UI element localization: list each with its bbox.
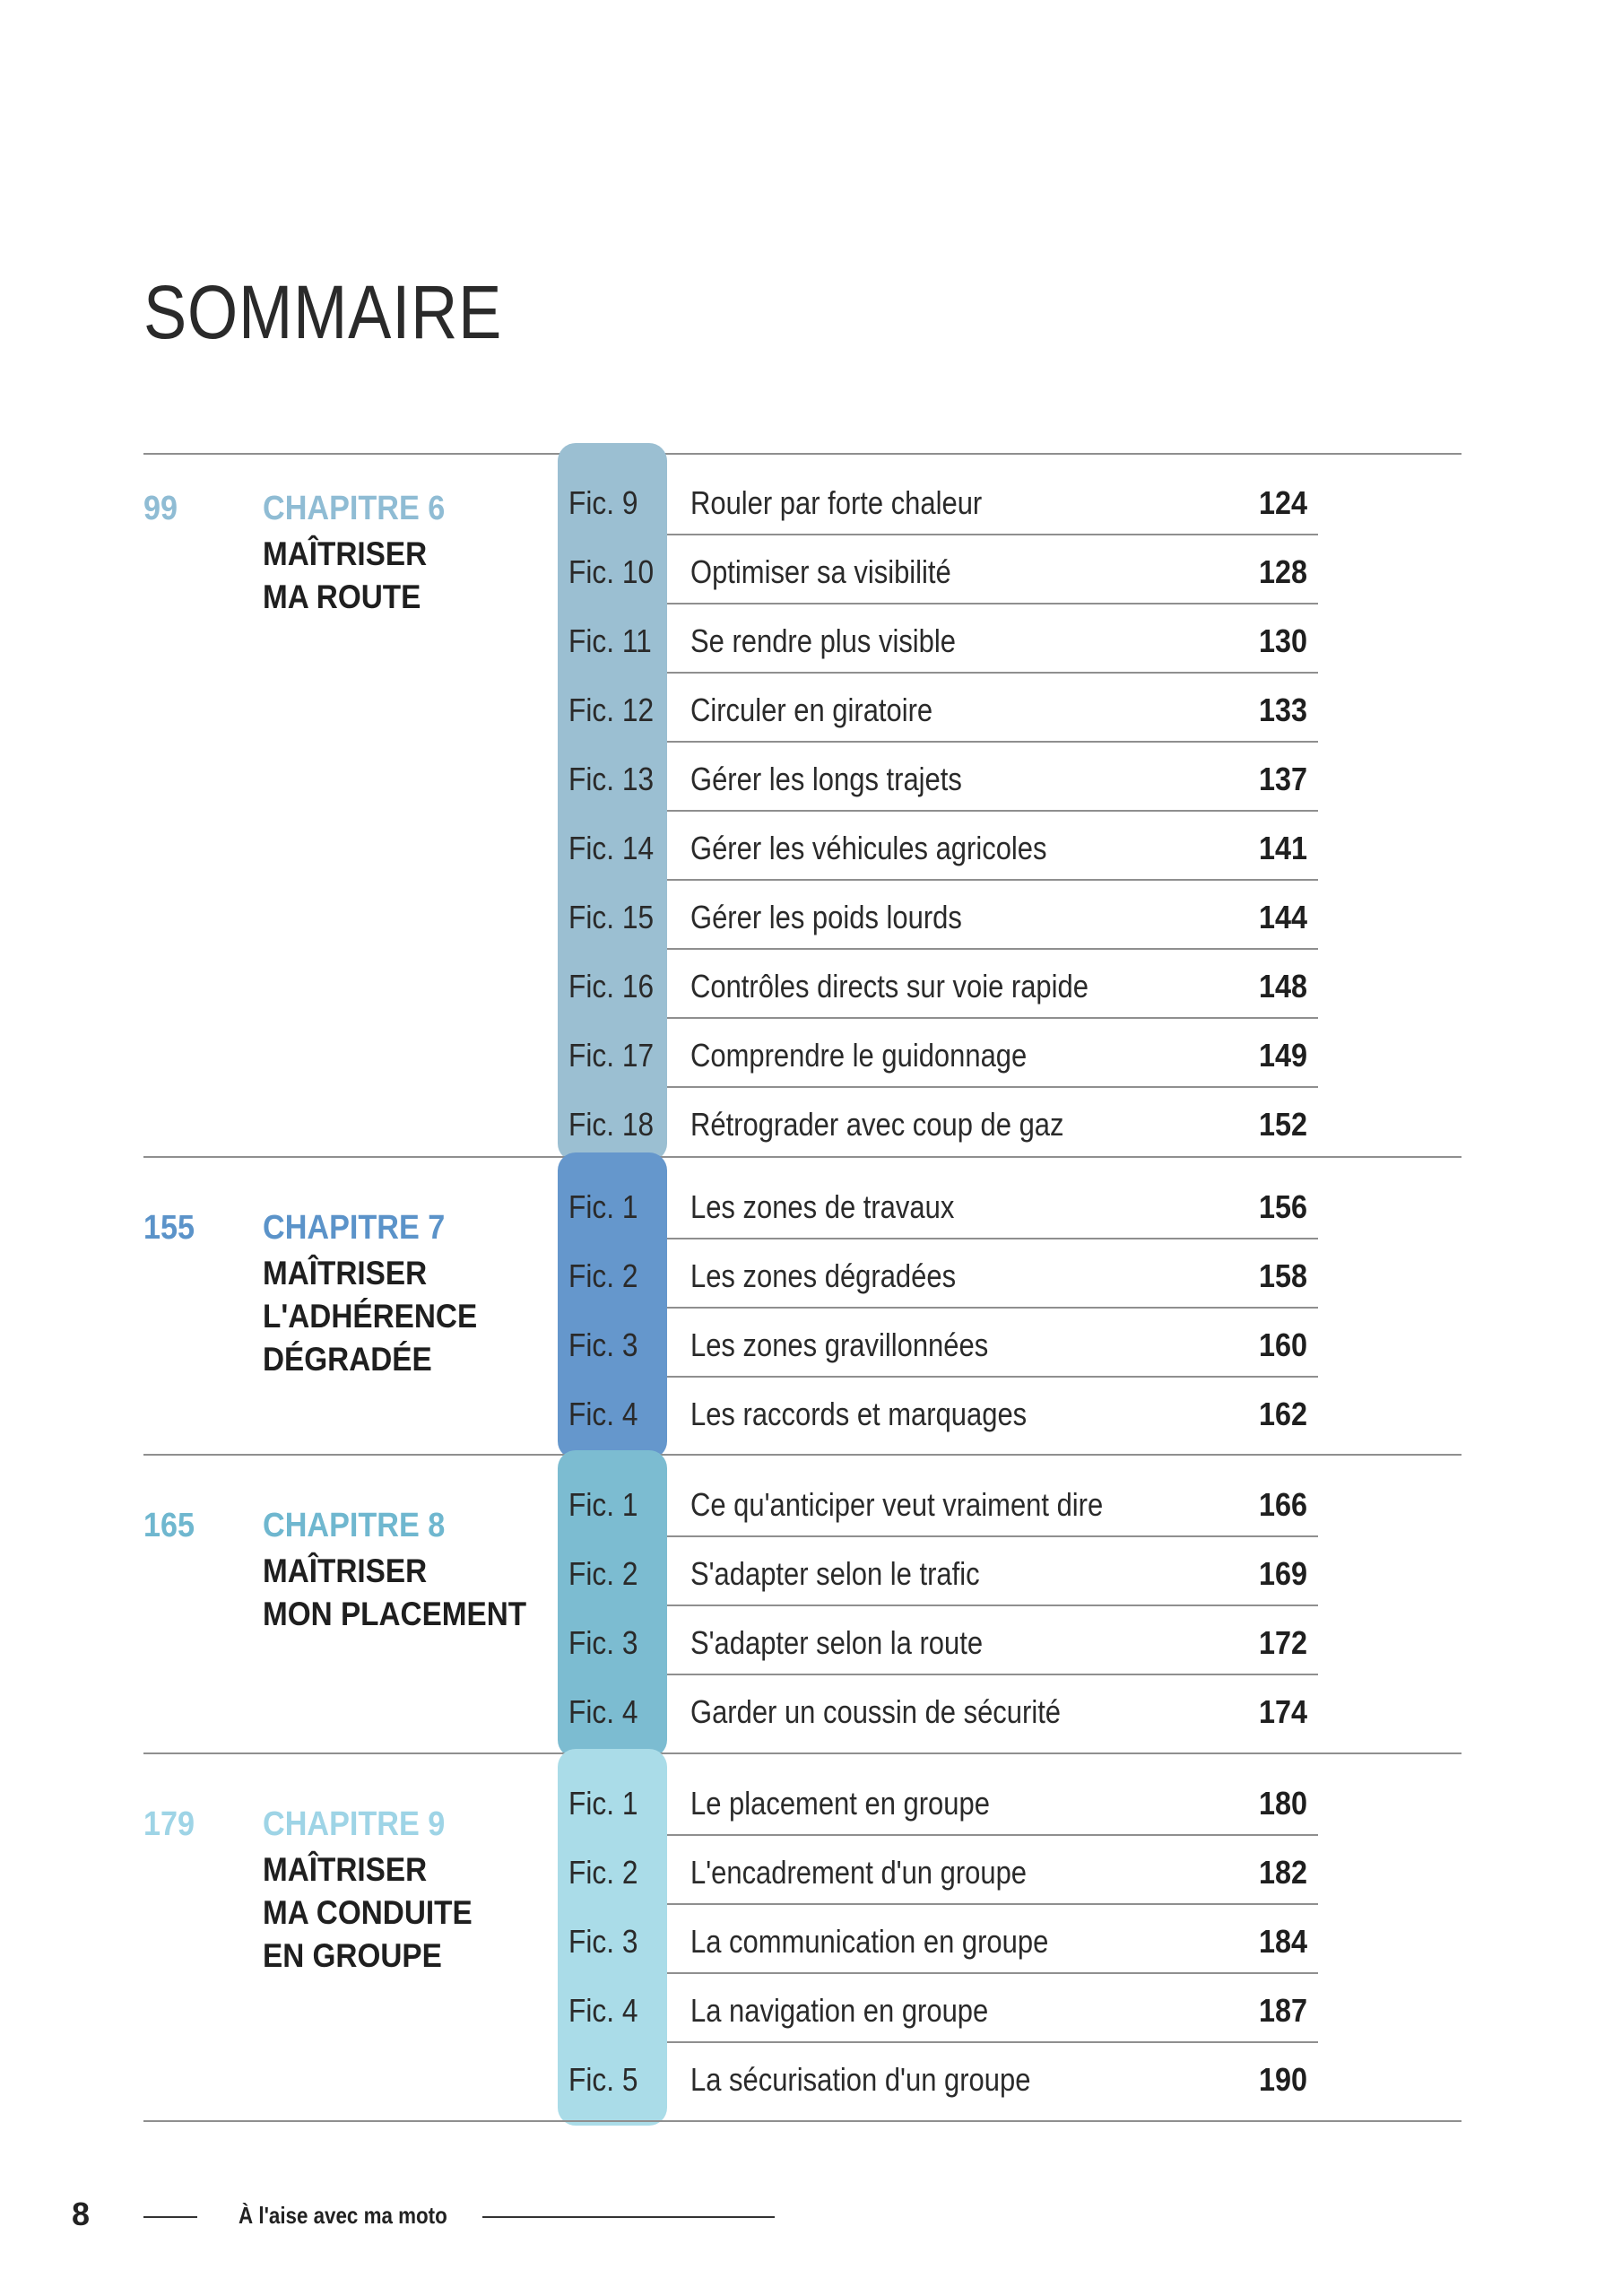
list-item[interactable]: [558, 1088, 1318, 1157]
fiche-title: Ce qu'anticiper veut vraiment dire: [690, 1486, 1104, 1523]
fiche-title: Circuler en giratoire: [690, 691, 933, 728]
fiche-title: Rouler par forte chaleur: [690, 484, 983, 521]
fiche-page: 187: [1258, 1992, 1307, 2029]
fiche-number: Fic. 3: [568, 1326, 638, 1363]
fiche-number: Fic. 2: [568, 1257, 638, 1294]
fiche-page: 172: [1258, 1624, 1307, 1661]
fiche-title: Garder un coussin de sécurité: [690, 1693, 1062, 1730]
footer-book-title: À l'aise avec ma moto: [239, 2202, 447, 2229]
fiche-list: [558, 1468, 1318, 1744]
fiche-page: 160: [1258, 1326, 1307, 1363]
list-item[interactable]: [558, 535, 1318, 604]
fiche-page: 152: [1258, 1106, 1307, 1143]
chapter-heading: [263, 1848, 473, 1978]
fiche-number: Fic. 4: [568, 1992, 638, 2029]
list-item[interactable]: [558, 604, 1318, 674]
chapter-start-page[interactable]: 155: [143, 1209, 195, 1247]
fiche-number: Fic. 1: [568, 1486, 638, 1523]
list-item[interactable]: [558, 1836, 1318, 1905]
fiche-title: Les zones dégradées: [690, 1257, 957, 1294]
fiche-number: Fic. 11: [568, 622, 652, 659]
fiche-page: 124: [1258, 484, 1307, 521]
list-item[interactable]: [558, 1767, 1318, 1836]
list-item[interactable]: [558, 2043, 1318, 2112]
chapter-block: [143, 1456, 1462, 1754]
footer-rule-right: [482, 2216, 775, 2218]
list-item[interactable]: [558, 743, 1318, 812]
fiche-title: Les zones de travaux: [690, 1188, 955, 1225]
chapter-heading-line: MAÎTRISER: [263, 535, 428, 572]
chapter-label: CHAPITRE 7: [263, 1209, 446, 1247]
footer-rule-left: [143, 2216, 197, 2218]
fiche-number: Fic. 15: [568, 899, 655, 935]
fiche-number: Fic. 1: [568, 1785, 638, 1822]
chapter-label: CHAPITRE 6: [263, 490, 446, 527]
footer-page-number: 8: [72, 2196, 91, 2232]
fiche-title: Comprendre le guidonnage: [690, 1037, 1028, 1074]
fiche-title: La communication en groupe: [690, 1923, 1049, 1960]
fiche-page: 133: [1258, 691, 1307, 728]
fiche-list: [558, 1767, 1318, 2112]
fiche-title: Le placement en groupe: [690, 1785, 990, 1822]
list-item[interactable]: [558, 1239, 1318, 1309]
list-item[interactable]: [558, 1309, 1318, 1378]
chapter-start-page[interactable]: 179: [143, 1805, 195, 1843]
fiche-number: Fic. 3: [568, 1923, 638, 1960]
fiche-page: 184: [1258, 1923, 1307, 1960]
fiche-page: 128: [1258, 553, 1307, 590]
fiche-number: Fic. 13: [568, 761, 655, 797]
fiche-page: 158: [1258, 1257, 1307, 1294]
list-item[interactable]: [558, 1974, 1318, 2043]
fiche-page: 144: [1258, 899, 1307, 935]
fiche-page: 174: [1258, 1693, 1307, 1730]
fiche-page: 149: [1258, 1037, 1307, 1074]
fiche-title: Se rendre plus visible: [690, 622, 957, 659]
list-item[interactable]: [558, 1019, 1318, 1088]
fiche-title: Contrôles directs sur voie rapide: [690, 968, 1089, 1004]
chapter-block: [143, 454, 1462, 1158]
fiche-page: 130: [1258, 622, 1307, 659]
chapter-heading-line: MAÎTRISER: [263, 1552, 428, 1589]
chapter-heading: [263, 1550, 526, 1636]
chapter-heading-line: DÉGRADÉE: [263, 1341, 432, 1378]
chapter-heading-line: MA CONDUITE: [263, 1894, 473, 1931]
fiche-number: Fic. 14: [568, 830, 655, 866]
fiche-title: L'encadrement d'un groupe: [690, 1854, 1028, 1891]
fiche-number: Fic. 16: [568, 968, 655, 1004]
fiche-page: 137: [1258, 761, 1307, 797]
list-item[interactable]: [558, 1170, 1318, 1239]
fiche-page: 166: [1258, 1486, 1307, 1523]
fiche-page: 180: [1258, 1785, 1307, 1822]
list-item[interactable]: [558, 881, 1318, 950]
fiche-page: 182: [1258, 1854, 1307, 1891]
fiche-number: Fic. 2: [568, 1854, 638, 1891]
fiche-number: Fic. 3: [568, 1624, 638, 1661]
chapter-heading-line: L'ADHÉRENCE: [263, 1298, 478, 1335]
fiche-page: 190: [1258, 2061, 1307, 2098]
fiche-title: Gérer les poids lourds: [690, 899, 962, 935]
chapter-heading: [263, 533, 427, 619]
chapter-divider: [143, 2120, 1462, 2122]
fiche-page: 156: [1258, 1188, 1307, 1225]
fiche-number: Fic. 12: [568, 691, 655, 728]
fiche-title: Les raccords et marquages: [690, 1396, 1028, 1432]
list-item[interactable]: [558, 1378, 1318, 1447]
fiche-title: Gérer les véhicules agricoles: [690, 830, 1047, 866]
fiche-list: [558, 466, 1318, 1157]
chapter-heading-line: EN GROUPE: [263, 1937, 442, 1974]
fiche-number: Fic. 18: [568, 1106, 655, 1143]
page-title: SOMMAIRE: [143, 270, 503, 354]
chapter-heading-line: MAÎTRISER: [263, 1851, 428, 1888]
list-item[interactable]: [558, 812, 1318, 881]
fiche-number: Fic. 4: [568, 1693, 638, 1730]
fiche-title: Optimiser sa visibilité: [690, 553, 951, 590]
fiche-title: La sécurisation d'un groupe: [690, 2061, 1031, 2098]
list-item[interactable]: [558, 466, 1318, 535]
list-item[interactable]: [558, 1675, 1318, 1744]
fiche-title: S'adapter selon le trafic: [690, 1555, 980, 1592]
list-item[interactable]: [558, 1468, 1318, 1537]
list-item[interactable]: [558, 674, 1318, 743]
chapter-start-page[interactable]: 99: [143, 490, 178, 527]
chapter-start-page[interactable]: 165: [143, 1507, 195, 1544]
list-item[interactable]: [558, 1537, 1318, 1606]
fiche-title: S'adapter selon la route: [690, 1624, 984, 1661]
fiche-title: La navigation en groupe: [690, 1992, 989, 2029]
list-item[interactable]: [558, 950, 1318, 1019]
fiche-number: Fic. 2: [568, 1555, 638, 1592]
fiche-title: Les zones gravillonnées: [690, 1326, 989, 1363]
fiche-page: 169: [1258, 1555, 1307, 1592]
fiche-number: Fic. 5: [568, 2061, 638, 2098]
fiche-list: [558, 1170, 1318, 1447]
fiche-number: Fic. 4: [568, 1396, 638, 1432]
chapter-block: [143, 1754, 1462, 2122]
chapter-block: [143, 1158, 1462, 1456]
chapter-heading-line: MAÎTRISER: [263, 1255, 428, 1292]
fiche-page: 141: [1258, 830, 1307, 866]
chapter-label: CHAPITRE 9: [263, 1805, 446, 1843]
chapter-heading: [263, 1252, 477, 1381]
list-item[interactable]: [558, 1905, 1318, 1974]
fiche-number: Fic. 9: [568, 484, 638, 521]
chapter-label: CHAPITRE 8: [263, 1507, 446, 1544]
fiche-page: 162: [1258, 1396, 1307, 1432]
chapter-heading-line: MA ROUTE: [263, 578, 421, 615]
fiche-number: Fic. 1: [568, 1188, 638, 1225]
fiche-title: Gérer les longs trajets: [690, 761, 962, 797]
list-item[interactable]: [558, 1606, 1318, 1675]
fiche-number: Fic. 10: [568, 553, 655, 590]
fiche-page: 148: [1258, 968, 1307, 1004]
fiche-title: Rétrograder avec coup de gaz: [690, 1106, 1064, 1143]
chapter-heading-line: MON PLACEMENT: [263, 1596, 527, 1632]
fiche-number: Fic. 17: [568, 1037, 655, 1074]
